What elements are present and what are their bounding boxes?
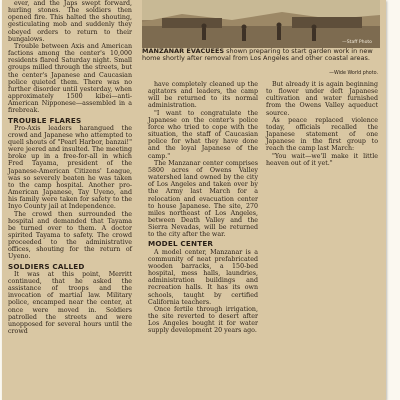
paragraph: The crowd then surrounded the hospital and demanded that Tayama be turned over to them. A doctor spirited Tayama to safety. The crowd proceeded to the administrative offices, shouting for the return of Uyeno.: [8, 210, 132, 261]
photo-caption: [142, 48, 380, 79]
photo: [142, 0, 380, 48]
paragraph: "I want to congratulate the Japanese on the center's police force who tried to cope with the situation, the staff of Caucasian police for what they have done and the loyal Japanese of the camp.": [148, 109, 258, 160]
paragraph: As peace replaced violence today, officials recalled the Japanese statement of one Japanese in the first group to reach the camp last March:: [266, 116, 378, 153]
subheading-soldiers-called: SOLDIERS CALLED: [8, 261, 85, 271]
subheading-model-center: MODEL CENTER: [148, 239, 214, 249]
column-1: [8, 0, 132, 335]
caption-body: shown preparing to start garden work in new home shortly after removal from Los Angeles and other coastal areas.: [142, 47, 373, 63]
caption-credit: —Wide World photo.: [329, 70, 378, 76]
newspaper-clipping: [2, 0, 386, 400]
paragraph: Once fertile through irrigation, the site reverted to desert after Los Angeles bought it for water supply development 20 years ago.: [148, 305, 258, 335]
caption-head: MANZANAR EVACUEES: [142, 47, 225, 55]
paragraph: It was at this point, Merritt continued, that he asked the assistance of troops and the invocation of martial law. Military police, encamped near the center, at once were moved in. Soldiers patrolled the streets and were unopposed for several hours until the crowd: [8, 270, 132, 336]
subheading-trouble-flares: TROUBLE FLARES: [8, 115, 82, 125]
paragraph: The Manzanar center comprises 5800 acres of Owens Valley watershed land owned by the city of Los Angeles and taken over by the Army last March for a relocation and evacuation center to house Japanese. The site, 270 miles northeast of Los Angeles, between Death Valley and the Sierra Nevadas, will be returned to the city after the war.: [148, 159, 258, 239]
column-3: [266, 81, 378, 167]
paragraph: But already it is again beginning to flower under deft Japanese cultivation and water furnished from the Owens Valley aqueduct source.: [266, 81, 378, 117]
photo-credit-top: —Staff Photo: [342, 40, 372, 45]
paragraph: Pro-Axis leaders harangued the crowd and Japanese who attempted to quell shouts of "Pearl Harbor, banzai!" were jeered and insulted. The meeting broke up in a free-for-all in which Fred Tayama, president of the Japanese-American Citizens' League, was so severely beaten he was taken to the camp hospital. Another pro-American Japanese, Tay Uyeno, and his family were taken for safety to the Inyo County jail at Independence.: [8, 124, 132, 211]
paragraph: Trouble between Axis and American factions among the center's 10,000 residents flared Saturday night. Small groups milled through the streets, but the center's Japanese and Caucasian police quieted them. There was no further disorder until yesterday, when approximately 1500 kibei—anti-American Nipponese—assembled in a firebreak.: [8, 42, 132, 115]
paragraph: "You wait—we'll make it little heaven out of it yet.": [266, 152, 378, 167]
paragraph: A model center, Manzanar is a community of neat prefabricated wooden barracks, a 150-bed hospital, mess halls, laundries, administration buildings and recreation halls. It has its own schools, taught by certified California teachers.: [148, 248, 258, 306]
paragraph: have completely cleaned up the agitators and leaders, the camp will be returned to its normal administration.: [148, 81, 258, 110]
paragraph: ever, and the Japs swept forward, hurling stones. The soldiers then opened fire. This halted the shouting, gesticulating mob and suddenly they obeyed orders to return to their bungalows.: [8, 0, 132, 43]
column-2: [148, 81, 258, 334]
